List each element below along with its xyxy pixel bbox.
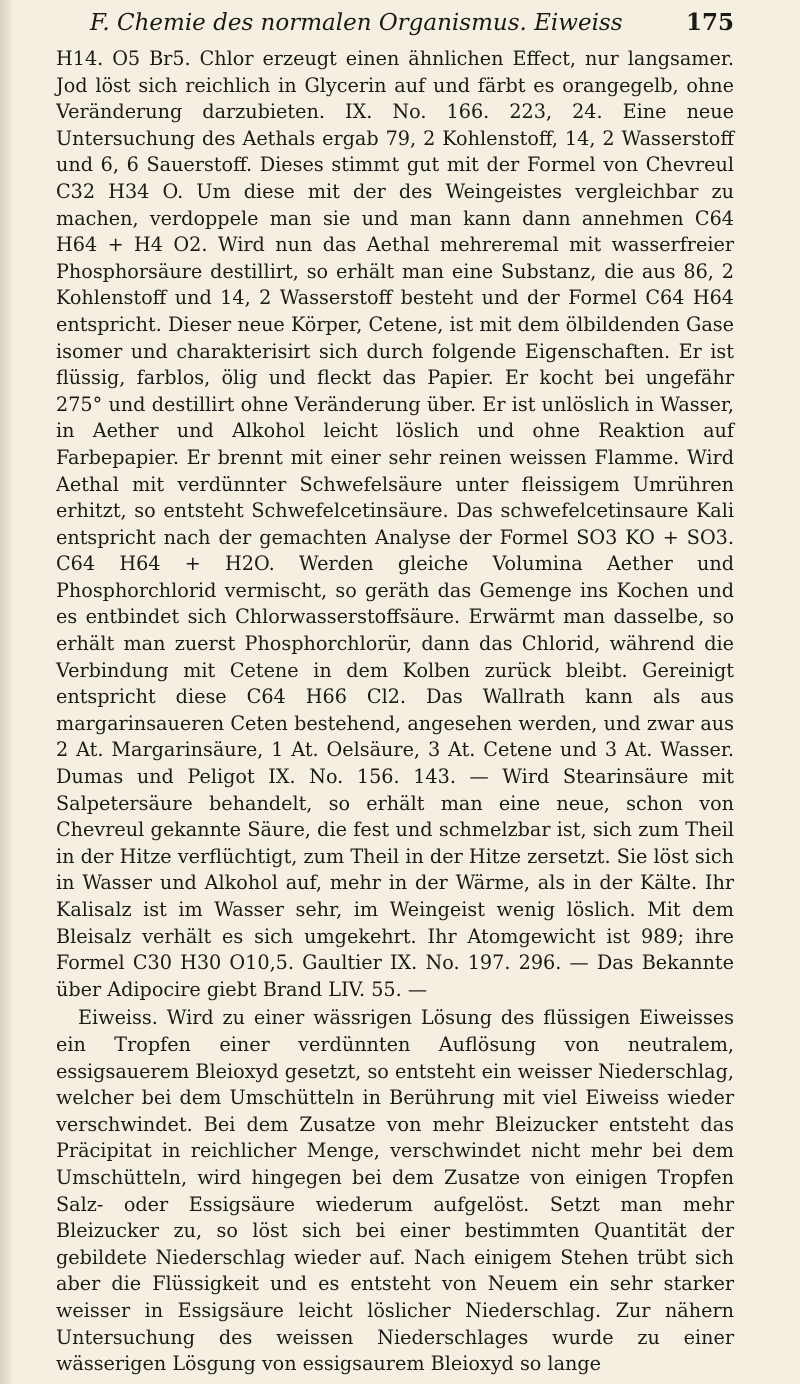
binding-shadow	[0, 0, 14, 1384]
paragraph-aethal: H14. O5 Br5. Chlor erzeugt einen ähnlichen Effect, nur langsamer. Jod löst sich reichlich in Glycerin auf und färbt es orangegelb, ohne Veränderung darzubieten. IX. No. 166. 223, 24. Eine neue Untersuchung des Aethals ergab 79, 2 Kohlenstoff, 14, 2 Wasserstoff und 6, 6 Sauerstoff. Dieses stimmt gut mit der Formel von Chevreul C32 H34 O. Um diese mit der des Weingeistes vergleichbar zu machen, verdoppele man sie und man kann dann annehmen C64 H64 + H4 O2. Wird nun das Aethal mehreremal mit wasserfreier Phosphorsäure destillirt, so erhält man eine Substanz, die aus 86, 2 Kohlenstoff und 14, 2 Wasserstoff besteht und der Formel C64 H64 entspricht. Dieser neue Körper, Cetene, ist mit dem ölbildenden Gase isomer und charakterisirt sich durch folgende Eigenschaften. Er ist flüssig, farblos, ölig und fleckt das Papier. Er kocht bei ungefähr 275° und destillirt ohne Veränderung über. Er ist unlöslich in Wasser, in Aether und Alkohol leicht löslich und ohne Reaktion auf Farbepapier. Er brennt mit einer sehr reinen weissen Flamme. Wird Aethal mit verdünnter Schwefelsäure unter fleissigem Umrühren erhitzt, so entsteht Schwefelcetinsäure. Das schwefelcetinsaure Kali entspricht nach der gemachten Analyse der Formel SO3 KO + SO3. C64 H64 + H2O. Werden gleiche Volumina Aether und Phosphorchlorid vermischt, so geräth das Gemenge ins Kochen und es entbindet sich Chlorwasserstoffsäure. Erwärmt man dasselbe, so erhält man zuerst Phosphorchlorür, dann das Chlorid, während die Verbindung mit Cetene in dem Kolben zurück bleibt. Gereinigt entspricht diese C64 H66 Cl2. Das Wallrath kann als aus margarinsaueren Ceten bestehend, angesehen werden, und zwar aus 2 At. Margarinsäure, 1 At. Oelsäure, 3 At. Cetene und 3 At. Wasser. Dumas und Peligot IX. No. 156. 143. — Wird Stearinsäure mit Salpetersäure behandelt, so erhält man eine neue, schon von Chevreul gekannte Säure, die fest und schmelzbar ist, sich zum Theil in der Hitze verflüchtigt, zum Theil in der Hitze zersetzt. Sie löst sich in Wasser und Alkohol auf, mehr in der Wärme, als in der Kälte. Ihr Kalisalz ist im Wasser sehr, im Weingeist wenig löslich. Mit dem Bleisalz verhält es sich umgekehrt. Ihr Atomgewicht ist 989; ihre Formel C30 H30 O10,5. Gaultier IX. No. 197. 296. — Das Bekannte über Adipocire giebt Brand LIV. 55. —	[56, 47, 734, 1001]
paragraph-eiweiss: Eiweiss. Wird zu einer wässrigen Lösung des flüssigen Eiweisses ein Tropfen einer verdünnten Auflösung von neutralem, essigsauerem Bleioxyd gesetzt, so entsteht ein weisser Niederschlag, welcher bei dem Umschütteln in Berührung mit viel Eiweiss wieder verschwindet. Bei dem Zusatze von mehr Bleizucker entsteht das Präcipitat in reichlicher Menge, verschwindet nicht mehr bei dem Umschütteln, wird hingegen bei dem Zusatze von einigen Tropfen Salz- oder Essigsäure wiederum aufgelöst. Setzt man mehr Bleizucker zu, so löst sich bei einer bestimmten Quantität der gebildete Niederschlag wieder auf. Nach einigem Stehen trübt sich aber die Flüssigkeit und es entsteht von Neuem ein sehr starker weisser in Essigsäure leicht löslicher Niederschlag. Zur nähern Untersuchung des weissen Niederschlages wurde zu einer wässerigen Lösgung von essigsaurem Bleioxyd so lange	[56, 1006, 734, 1376]
running-header	[90, 6, 734, 40]
page-number: 175	[685, 9, 734, 36]
running-title: F. Chemie des normalen Organismus. Eiweiss	[90, 10, 623, 36]
page-body	[56, 46, 734, 1378]
